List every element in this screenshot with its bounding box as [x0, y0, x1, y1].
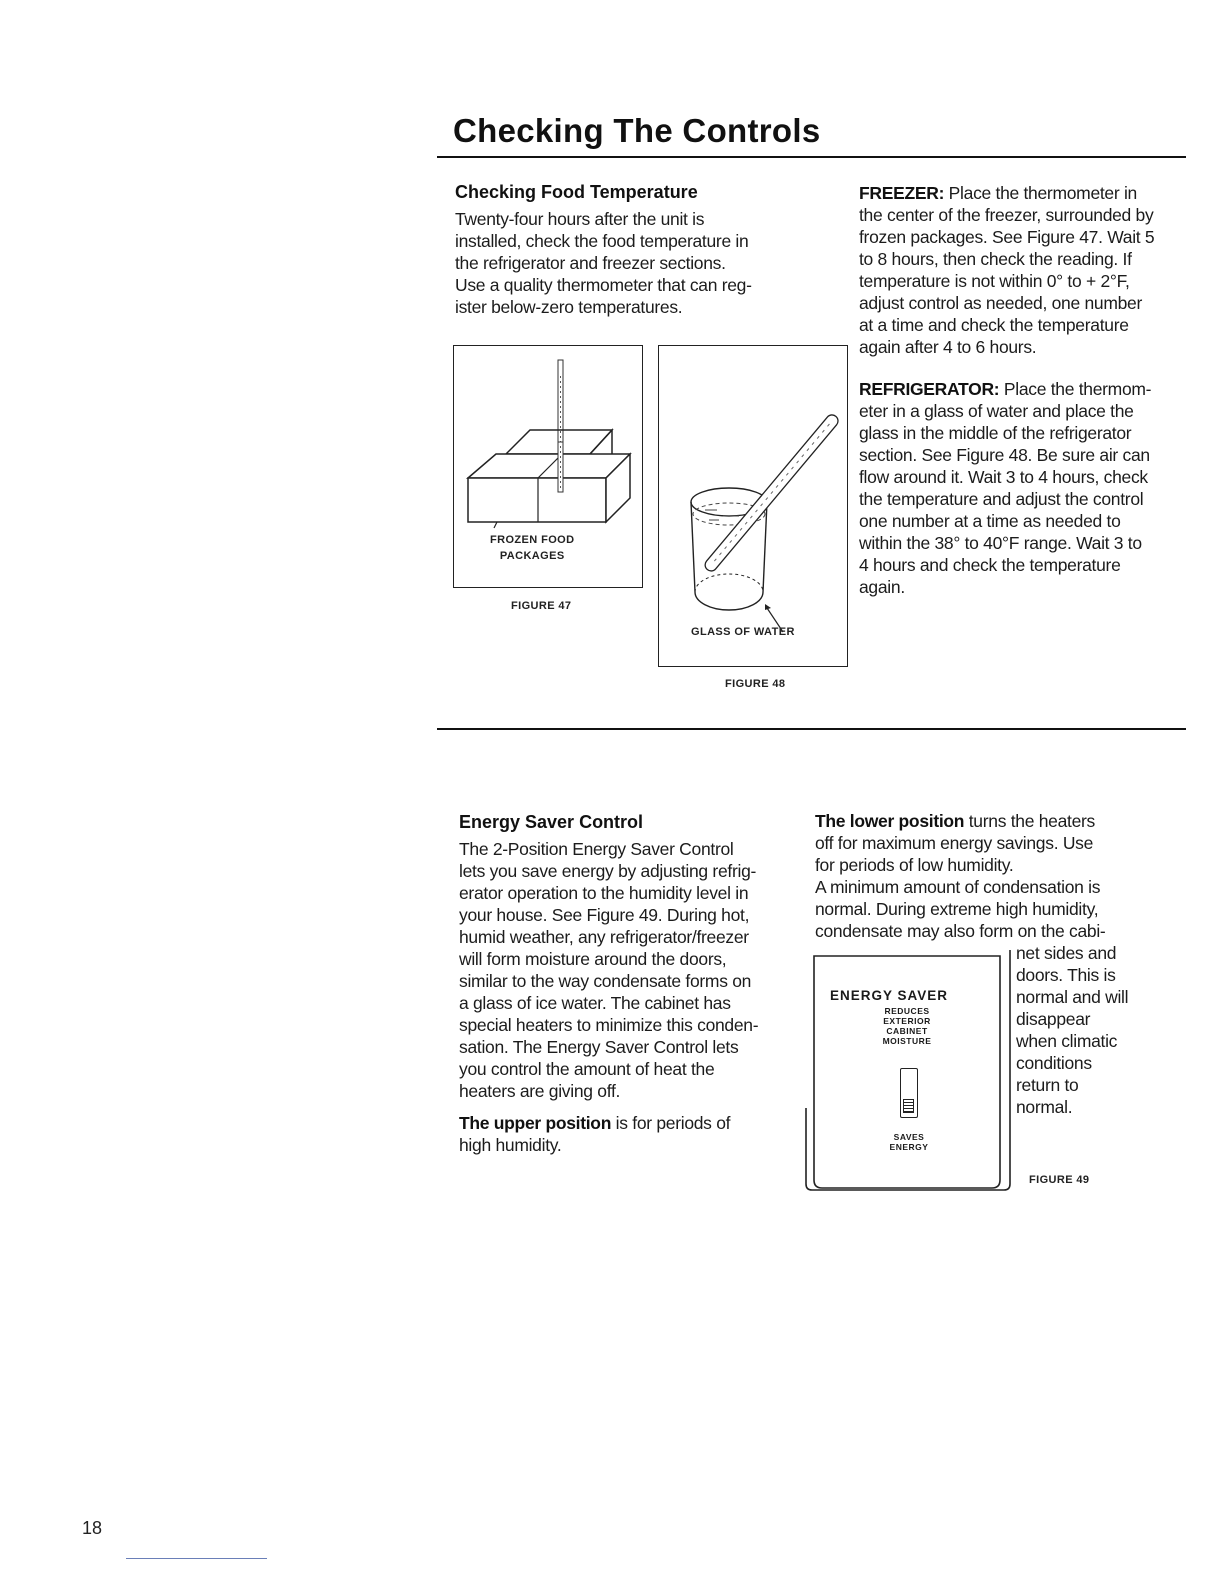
figure-47-frame	[453, 345, 643, 588]
figure-49-caption: FIGURE 49	[1029, 1174, 1090, 1186]
side-text-line: when climatic	[1016, 1031, 1118, 1051]
energy-body-line: The 2-Position Energy Saver Control	[459, 839, 734, 859]
panel-line: CABINET	[886, 1026, 928, 1036]
page-number: 18	[82, 1518, 103, 1538]
refrigerator-line: eter in a glass of water and place the	[859, 401, 1134, 421]
refrigerator-line: again.	[859, 577, 905, 597]
freezer-label: FREEZER:	[859, 183, 945, 203]
panel-line: EXTERIOR	[883, 1016, 931, 1026]
freezer-line: to 8 hours, then check the reading. If	[859, 249, 1132, 269]
side-text-line: return to	[1016, 1075, 1079, 1095]
energy-body-line: will form moisture around the doors,	[459, 949, 727, 969]
freezer-line: at a time and check the temperature	[859, 315, 1129, 335]
freezer-line: temperature is not within 0° to + 2°F,	[859, 271, 1130, 291]
energy-body-line: heaters are giving off.	[459, 1081, 621, 1101]
lower-position-text: off for maximum energy savings. Use	[815, 833, 1094, 853]
energy-body-line: erator operation to the humidity level in	[459, 883, 749, 903]
freezer-line: again after 4 to 6 hours.	[859, 337, 1037, 357]
food-temp-intro	[455, 208, 815, 318]
figure-48-caption: FIGURE 48	[725, 678, 786, 690]
freezer-line: adjust control as needed, one number	[859, 293, 1143, 313]
intro-line: Twenty-four hours after the unit is	[455, 209, 705, 229]
energy-body-line: your house. See Figure 49. During hot,	[459, 905, 750, 925]
panel-line: REDUCES	[884, 1006, 930, 1016]
refrigerator-line: section. See Figure 48. Be sure air can	[859, 445, 1150, 465]
energy-body-line: humid weather, any refrigerator/freezer	[459, 927, 749, 947]
intro-line: the refrigerator and freezer sections.	[455, 253, 726, 273]
figure-47-label	[490, 532, 574, 564]
intro-line: installed, check the food temperature in	[455, 231, 749, 251]
side-text-line: net sides and	[1016, 943, 1117, 963]
side-text-line: normal and will	[1016, 987, 1129, 1007]
saves-energy-label	[864, 1132, 954, 1152]
figure-47-caption: FIGURE 47	[511, 600, 572, 612]
lower-position-paragraph	[815, 810, 1165, 942]
switch-knob	[903, 1099, 914, 1113]
upper-position-text: is for periods of	[611, 1113, 731, 1133]
energy-saver-panel-lines	[852, 1006, 962, 1046]
glass-of-water-illustration	[659, 346, 845, 664]
side-text-line: normal.	[1016, 1097, 1073, 1117]
refrigerator-paragraph	[859, 378, 1189, 598]
footer-rule	[126, 1558, 267, 1559]
food-temp-heading: Checking Food Temperature	[455, 182, 698, 202]
saves-energy-line: SAVES	[893, 1132, 925, 1142]
energy-saver-heading: Energy Saver Control	[459, 812, 644, 832]
lower-position-text: for periods of low humidity.	[815, 855, 1014, 875]
upper-position-paragraph	[459, 1112, 809, 1156]
freezer-line: the center of the freezer, surrounded by	[859, 205, 1154, 225]
figure-48-frame	[658, 345, 848, 667]
refrigerator-line: the temperature and adjust the control	[859, 489, 1144, 509]
figure-47-label-line: FROZEN FOOD	[490, 534, 575, 546]
freezer-line: Place the thermometer in	[944, 183, 1137, 203]
upper-position-text: high humidity.	[459, 1135, 562, 1155]
panel-line: MOISTURE	[882, 1036, 932, 1046]
section-rule	[437, 728, 1186, 730]
figure-47-label-line: PACKAGES	[499, 550, 565, 562]
energy-saver-switch[interactable]	[900, 1068, 918, 1118]
lower-position-label: The lower position	[815, 811, 965, 831]
condensation-side-text	[1016, 942, 1186, 1118]
page-title: Checking The Controls	[453, 112, 821, 149]
energy-body-line: special heaters to minimize this conden-	[459, 1015, 759, 1035]
refrigerator-line: one number at a time as needed to	[859, 511, 1121, 531]
lower-position-text: turns the heaters	[964, 811, 1095, 831]
refrigerator-line: flow around it. Wait 3 to 4 hours, check	[859, 467, 1148, 487]
figure-49-panel	[804, 948, 1012, 1192]
freezer-paragraph	[859, 182, 1189, 358]
lower-position-text: A minimum amount of condensation is	[815, 877, 1101, 897]
figure-48-label: GLASS OF WATER	[691, 626, 795, 638]
energy-saver-panel-title: ENERGY SAVER	[830, 988, 949, 1003]
refrigerator-line: 4 hours and check the temperature	[859, 555, 1121, 575]
intro-line: Use a quality thermometer that can reg-	[455, 275, 752, 295]
energy-body-line: lets you save energy by adjusting refrig-	[459, 861, 757, 881]
refrigerator-line: within the 38° to 40°F range. Wait 3 to	[859, 533, 1142, 553]
refrigerator-line: glass in the middle of the refrigerator	[859, 423, 1132, 443]
saves-energy-line: ENERGY	[889, 1142, 929, 1152]
side-text-line: conditions	[1016, 1053, 1092, 1073]
lower-position-text: condensate may also form on the cabi-	[815, 921, 1106, 941]
refrigerator-line: Place the thermom-	[999, 379, 1152, 399]
title-rule	[437, 156, 1186, 158]
side-text-line: doors. This is	[1016, 965, 1116, 985]
energy-body-line: a glass of ice water. The cabinet has	[459, 993, 731, 1013]
lower-position-text: normal. During extreme high humidity,	[815, 899, 1099, 919]
refrigerator-label: REFRIGERATOR:	[859, 379, 1000, 399]
energy-body-line: you control the amount of heat the	[459, 1059, 715, 1079]
energy-body-line: sation. The Energy Saver Control lets	[459, 1037, 739, 1057]
energy-saver-body	[459, 838, 809, 1102]
freezer-line: frozen packages. See Figure 47. Wait 5	[859, 227, 1155, 247]
energy-body-line: similar to the way condensate forms on	[459, 971, 752, 991]
upper-position-label: The upper position	[459, 1113, 612, 1133]
side-text-line: disappear	[1016, 1009, 1091, 1029]
intro-line: ister below-zero temperatures.	[455, 297, 683, 317]
